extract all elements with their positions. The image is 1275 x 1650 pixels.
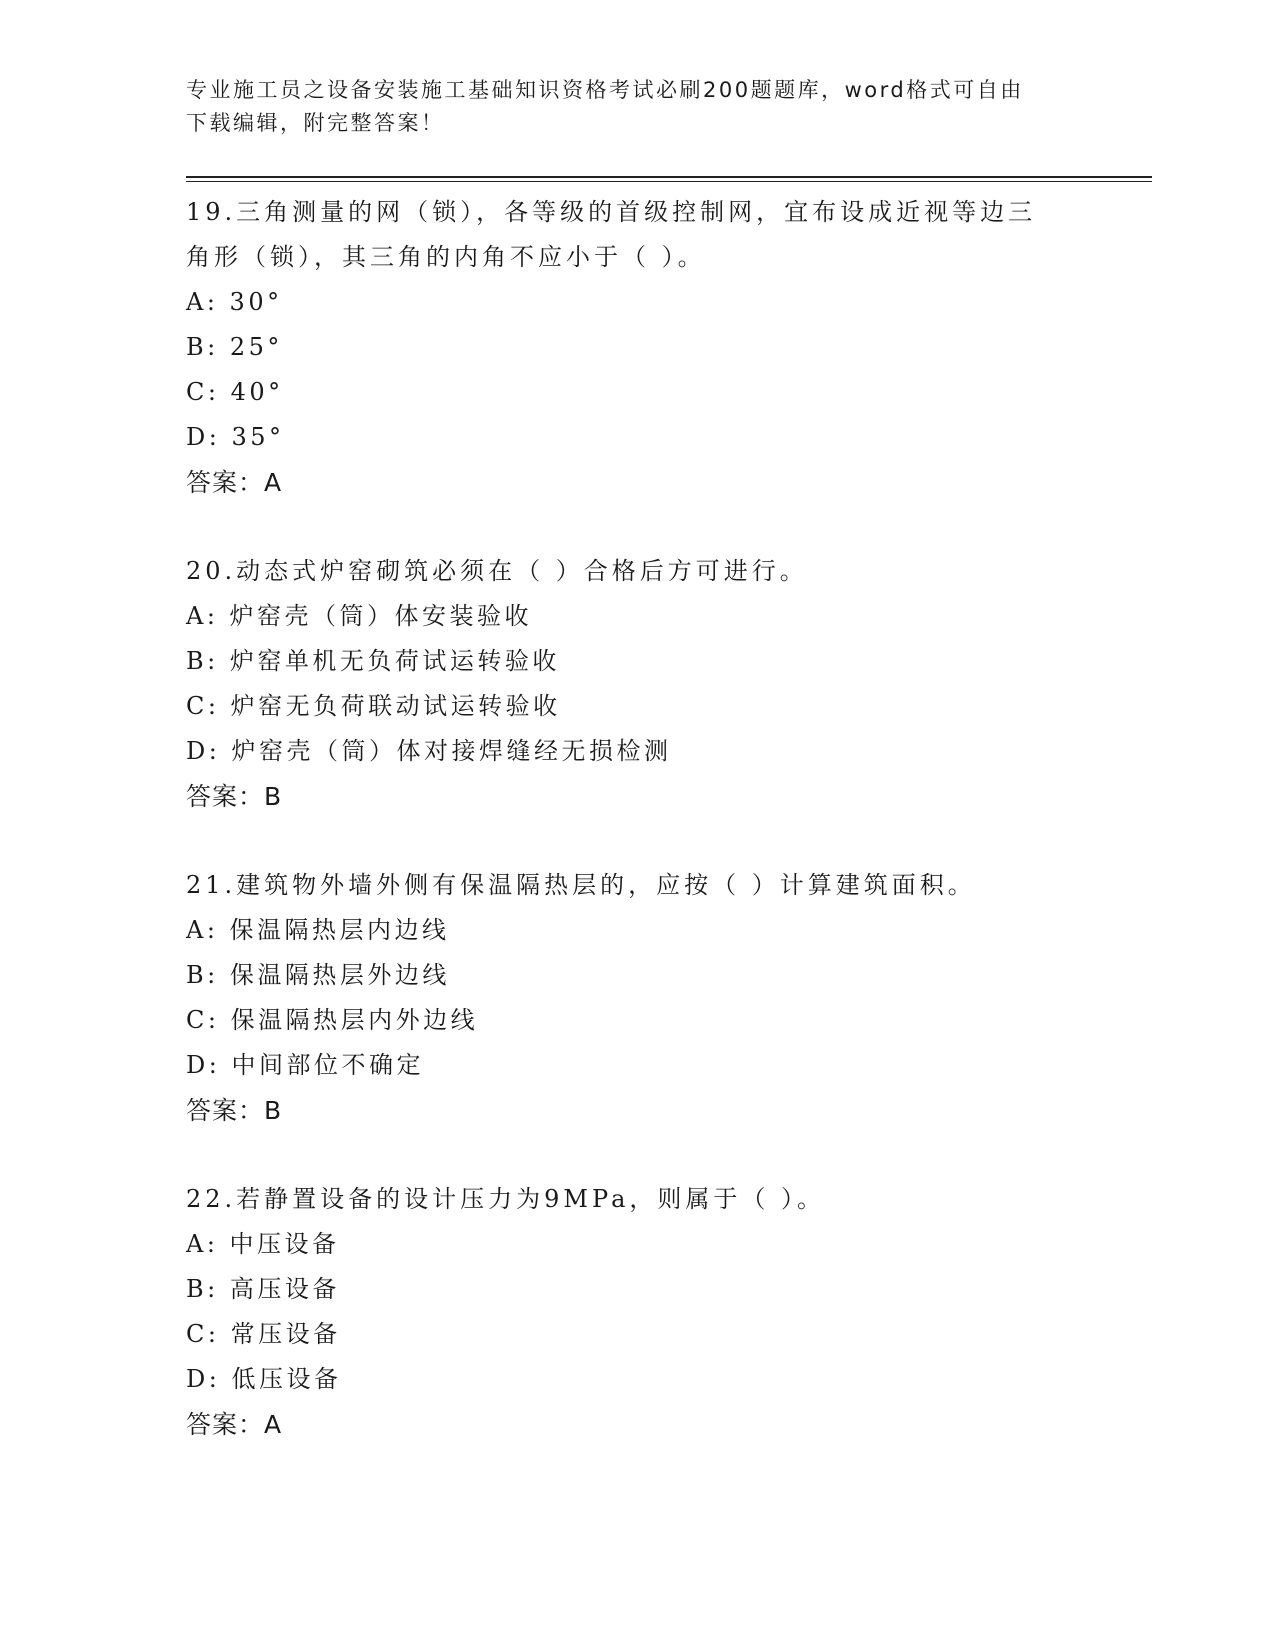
option-d: D: 低压设备 xyxy=(186,1365,342,1393)
option-a: A: 中压设备 xyxy=(186,1230,340,1258)
option-d: D: 炉窑壳（筒）体对接焊缝经无损检测 xyxy=(186,737,672,765)
option-d: D: 中间部位不确定 xyxy=(186,1051,424,1079)
question-stem: 21.建筑物外墙外侧有保温隔热层的，应按（ ）计算建筑面积。 xyxy=(186,871,976,899)
document-header xyxy=(186,74,1066,140)
option-b: B: 25° xyxy=(186,333,283,361)
answer: 答案：B xyxy=(186,782,283,811)
answer: 答案：A xyxy=(186,1410,283,1439)
option-a: A: 保温隔热层内边线 xyxy=(186,916,450,944)
question-21 xyxy=(186,863,1086,1133)
question-stem: 20.动态式炉窑砌筑必须在（ ）合格后方可进行。 xyxy=(186,557,808,585)
question-19 xyxy=(186,190,1086,505)
answer: 答案：A xyxy=(186,468,283,497)
header-line-2: 下载编辑，附完整答案！ xyxy=(186,111,445,135)
option-a: A: 炉窑壳（筒）体安装验收 xyxy=(186,602,533,630)
answer: 答案：B xyxy=(186,1096,283,1125)
header-line-1: 专业施工员之设备安装施工基础知识资格考试必刷200题题库，word格式可自由 xyxy=(186,78,1024,102)
option-b: B: 高压设备 xyxy=(186,1275,340,1303)
option-a: A: 30° xyxy=(186,288,283,316)
question-list xyxy=(186,190,1086,1491)
header-divider xyxy=(186,176,1152,182)
question-stem-continued: 角形（锁），其三角的内角不应小于（ ）。 xyxy=(186,243,706,271)
option-c: C: 40° xyxy=(186,378,284,406)
option-d: D: 35° xyxy=(186,423,285,451)
option-c: C: 炉窑无负荷联动试运转验收 xyxy=(186,692,561,720)
question-20 xyxy=(186,549,1086,819)
option-c: C: 保温隔热层内外边线 xyxy=(186,1006,479,1034)
option-b: B: 炉窑单机无负荷试运转验收 xyxy=(186,647,560,675)
question-22 xyxy=(186,1177,1086,1447)
question-stem: 22.若静置设备的设计压力为9MPa，则属于（ ）。 xyxy=(186,1185,826,1213)
question-stem: 19.三角测量的网（锁），各等级的首级控制网，宜布设成近视等边三 xyxy=(186,198,1037,226)
option-b: B: 保温隔热层外边线 xyxy=(186,961,450,989)
option-c: C: 常压设备 xyxy=(186,1320,341,1348)
